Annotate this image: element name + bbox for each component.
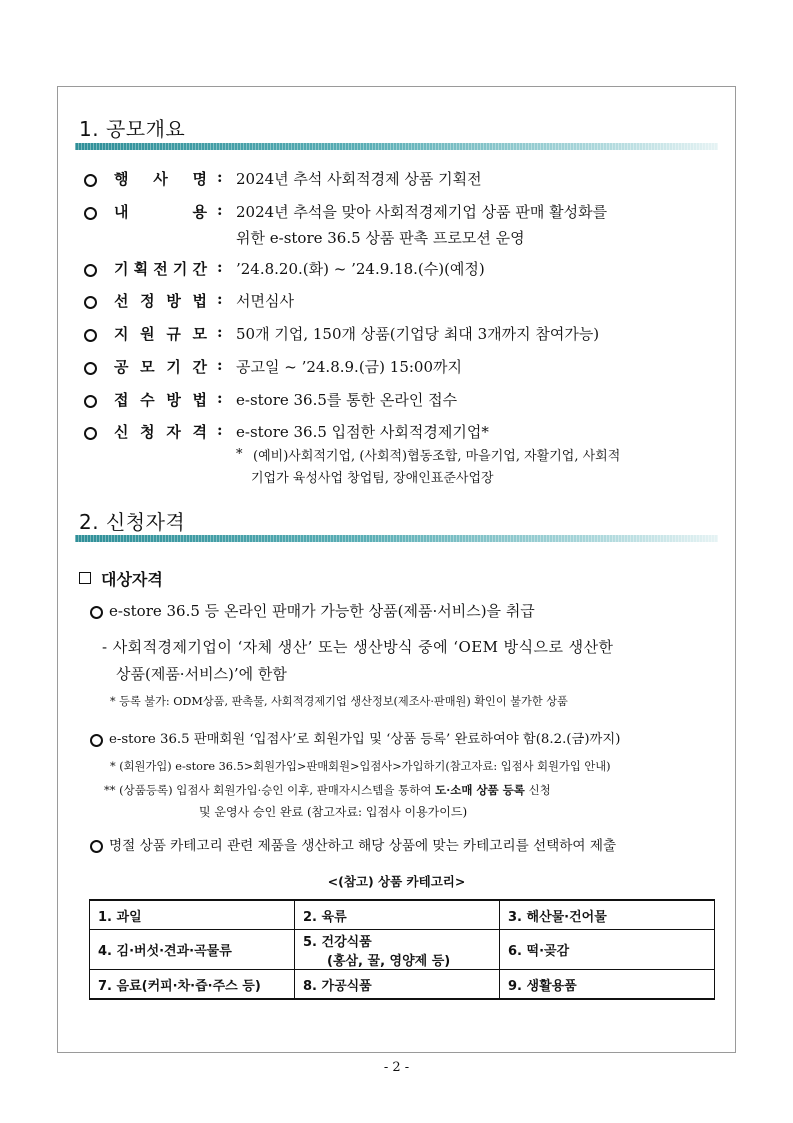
label-char: 격 [192, 423, 207, 441]
category-text: 1. 과일 [98, 909, 142, 925]
label-char: 정 [140, 292, 155, 310]
note-2-emphasis: 도·소매 상품 등록 [435, 783, 525, 797]
label-char: 간 [192, 260, 207, 278]
circle-bullet-icon [84, 362, 97, 375]
category-cell [90, 900, 295, 930]
overview-value: 50개 기업, 150개 상품(기업당 최대 3개까지 참여가능) [236, 325, 600, 343]
eligibility-item-1-detail-cont: 상품(제품·서비스)’에 한함 [116, 665, 287, 683]
overview-value: 2024년 추석을 맞아 사회적경제기업 상품 판매 활성화를 [236, 203, 608, 221]
overview-value: 위한 e-store 36.5 상품 판촉 프로모션 운영 [236, 229, 525, 247]
label-char: 모 [140, 358, 155, 376]
label-char: 내 [114, 203, 129, 221]
category-text: 9. 생활용품 [508, 978, 577, 994]
eligibility-note-line: 기업가 육성사업 창업팀, 장애인표준사업장 [251, 471, 494, 486]
circle-bullet-icon [84, 174, 97, 187]
category-cell [295, 930, 500, 970]
category-cell [500, 970, 715, 1000]
eligibility-item-2-note-2 [104, 782, 551, 798]
note-2-text: ** (상품등록) 입점사 회원가입·승인 이후, 판매자시스템을 통하여 [104, 783, 436, 797]
label-char: 접 [114, 391, 129, 409]
eligibility-item-2-note-3: 및 운영사 승인 완료 (참고자료: 입점사 이용가이드) [199, 805, 468, 819]
colon-separator: : [217, 356, 223, 374]
circle-bullet-icon [84, 264, 97, 277]
circle-bullet-icon [90, 734, 103, 747]
circle-bullet-icon [84, 427, 97, 440]
label-char: 간 [192, 358, 207, 376]
label-char: 자 [166, 423, 181, 441]
label-char: 기 [114, 260, 129, 278]
label-char: 용 [192, 203, 207, 221]
label-char: 방 [166, 292, 181, 310]
label-char: 방 [166, 391, 181, 409]
label-char: 행 [114, 170, 129, 188]
colon-separator: : [217, 323, 223, 341]
section-1-underline [75, 143, 718, 150]
category-cell [500, 930, 715, 970]
table-row [90, 970, 715, 1000]
label-char: 모 [192, 325, 207, 343]
page-number: - 2 - [383, 1060, 410, 1075]
category-text: 4. 김·버섯·견과·곡물류 [98, 944, 232, 959]
label-char: 전 [153, 260, 168, 278]
eligibility-item-1: e-store 36.5 등 온라인 판매가 가능한 상품(제품·서비스)을 취급 [109, 602, 535, 620]
overview-value: 서면심사 [236, 292, 294, 310]
colon-separator: : [217, 290, 223, 308]
colon-separator: : [217, 389, 223, 407]
table-caption: <(참고) 상품 카테고리> [327, 874, 466, 889]
circle-bullet-icon [84, 296, 97, 309]
overview-label [114, 168, 207, 189]
overview-label [114, 421, 207, 442]
overview-label [114, 389, 207, 410]
label-char: 법 [192, 391, 207, 409]
circle-bullet-icon [90, 840, 103, 853]
category-text: 3. 해산물·건어물 [508, 909, 607, 925]
circle-bullet-icon [84, 329, 97, 342]
label-char: 법 [192, 292, 207, 310]
label-char: 기 [166, 358, 181, 376]
eligibility-item-2-note-1: * (회원가입) e-store 36.5>회원가입>판매회원>입점사>가입하기(참고자료: 입점사 회원가입 안내) [110, 760, 611, 773]
category-text: (홍삼, 꿀, 영양제 등) [327, 953, 451, 969]
table-row [90, 930, 715, 970]
category-cell [295, 900, 500, 930]
label-char: 기 [172, 260, 188, 278]
category-text: 5. 건강식품 [303, 934, 372, 950]
category-cell [500, 900, 715, 930]
overview-value: 공고일 ~ ’24.8.9.(금) 15:00까지 [236, 358, 462, 376]
colon-separator: : [217, 168, 223, 186]
label-char: 획 [133, 260, 149, 278]
eligibility-item-1-note: * 등록 불가: ODM상품, 판촉물, 사회적경제기업 생산정보(제조사·판매원) 확인이 불가한 상품 [110, 695, 568, 708]
overview-label [114, 258, 207, 279]
overview-value: e-store 36.5 입점한 사회적경제기업* [236, 423, 489, 441]
label-char: 지 [114, 325, 129, 343]
note-2-text-end: 신청 [524, 783, 551, 797]
label-char: 원 [140, 325, 155, 343]
section-1-title: 1. 공모개요 [79, 117, 186, 141]
category-text: 6. 떡·곶감 [508, 944, 570, 959]
category-cell [90, 930, 295, 970]
colon-separator: : [217, 421, 223, 439]
category-text: 8. 가공식품 [303, 978, 372, 994]
table-row [90, 900, 715, 930]
eligibility-note-line: (예비)사회적기업, (사회적)협동조합, 마을기업, 자활기업, 사회적 [253, 449, 621, 464]
label-char: 명 [192, 170, 207, 188]
subheading-eligibility: 대상자격 [101, 570, 163, 589]
label-char: 사 [153, 170, 168, 188]
circle-bullet-icon [84, 207, 97, 220]
circle-bullet-icon [90, 606, 103, 619]
colon-separator: : [217, 201, 223, 219]
note-asterisk: * [236, 447, 243, 462]
label-char: 신 [114, 423, 129, 441]
circle-bullet-icon [84, 395, 97, 408]
category-text: 7. 음료(커피·차·즙·주스 등) [98, 978, 261, 994]
section-2-title: 2. 신청자격 [79, 510, 186, 534]
eligibility-item-3: 명절 상품 카테고리 관련 제품을 생산하고 해당 상품에 맞는 카테고리를 선택하여 제출 [109, 838, 617, 854]
label-char: 규 [166, 325, 181, 343]
overview-label [114, 201, 207, 222]
label-char: 청 [140, 423, 155, 441]
category-text: 2. 육류 [303, 909, 347, 925]
label-char: 공 [114, 358, 129, 376]
overview-value: e-store 36.5를 통한 온라인 접수 [236, 391, 458, 409]
square-bullet-icon [79, 572, 91, 584]
overview-label [114, 323, 207, 344]
category-cell [295, 970, 500, 1000]
label-char: 수 [140, 391, 155, 409]
overview-label [114, 356, 207, 377]
overview-value: ’24.8.20.(화) ~ ’24.9.18.(수)(예정) [236, 260, 485, 278]
colon-separator: : [217, 258, 223, 276]
category-cell [90, 970, 295, 1000]
category-table [89, 899, 715, 1000]
eligibility-item-2: e-store 36.5 판매회원 ‘입점사’로 회원가입 및 ‘상품 등록’ 완료하여야 함(8.2.(금)까지) [109, 732, 621, 747]
label-char: 선 [114, 292, 129, 310]
overview-label [114, 290, 207, 311]
eligibility-item-1-detail: - 사회적경제기업이 ‘자체 생산’ 또는 생산방식 중에 ‘OEM 방식으로 생산한 [102, 638, 614, 656]
section-2-underline [75, 535, 718, 542]
overview-value: 2024년 추석 사회적경제 상품 기획전 [236, 170, 482, 188]
